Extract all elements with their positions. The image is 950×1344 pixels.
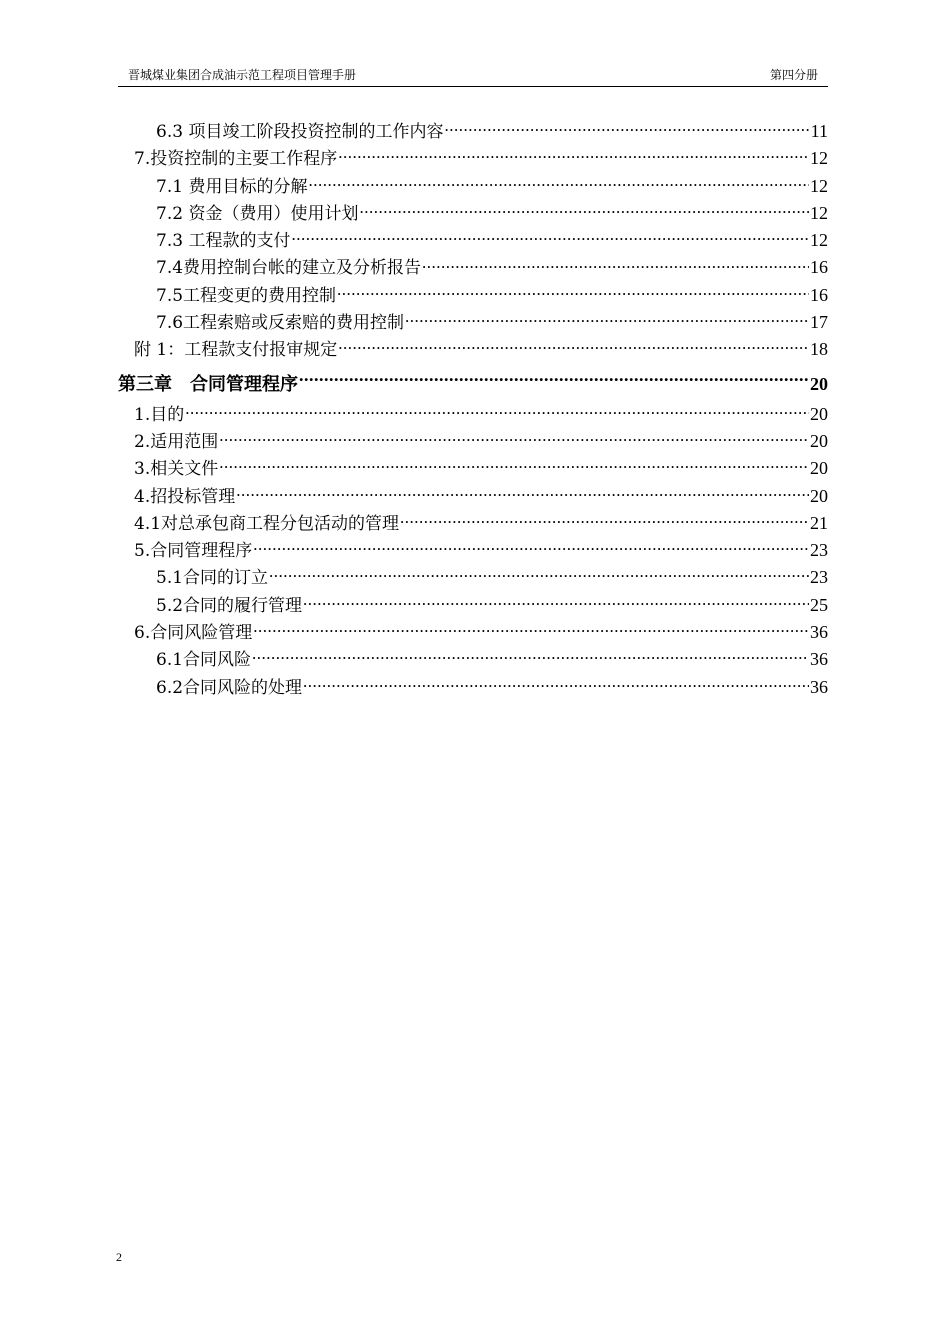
toc-entry[interactable]: [118, 254, 828, 281]
toc-entry[interactable]: [118, 118, 828, 145]
toc-entry-page: 20: [810, 403, 828, 424]
toc-dot-leader: [359, 202, 809, 219]
toc-entry-page: 16: [810, 284, 828, 305]
toc-entry[interactable]: [118, 336, 828, 363]
toc-dot-leader: [269, 566, 809, 583]
toc-dot-leader: [337, 284, 809, 301]
toc-entry[interactable]: [118, 173, 828, 200]
toc-entry-title: 4.1对总承包商工程分包活动的管理: [134, 513, 400, 534]
toc-entry-page: 25: [810, 594, 828, 615]
toc-entry-title: 7.1 费用目标的分解: [156, 176, 308, 197]
toc-entry[interactable]: [118, 564, 828, 591]
toc-entry-title: 5.1合同的订立: [156, 568, 269, 589]
toc-dot-leader: [185, 403, 809, 420]
toc-entry[interactable]: [118, 537, 828, 564]
toc-chapter-title: 第三章 合同管理程序: [118, 373, 298, 394]
toc-entry-page: 21: [810, 512, 828, 533]
toc-entry-title: 5.合同管理程序: [134, 541, 253, 562]
toc-entry[interactable]: [118, 619, 828, 646]
toc-entry-title: 7.投资控制的主要工作程序: [134, 149, 338, 170]
toc-entry-title: 3.相关文件: [134, 459, 219, 480]
toc-entry-page: 18: [810, 339, 828, 360]
toc-dot-leader: [253, 539, 809, 556]
toc-entry-title: 7.5工程变更的费用控制: [156, 285, 337, 306]
toc-dot-leader: [405, 311, 809, 328]
toc-dot-leader: [422, 256, 809, 273]
toc-dot-leader: [303, 594, 809, 611]
toc-entry-title: 6.2合同风险的处理: [156, 677, 303, 698]
toc-entry-title: 6.合同风险管理: [134, 623, 253, 644]
toc-entry[interactable]: [118, 200, 828, 227]
toc-entry-page: 36: [810, 649, 828, 670]
toc-entry-title: 1.目的: [134, 404, 185, 425]
toc-entry-title: 5.2合同的履行管理: [156, 595, 303, 616]
toc-entry-page: 12: [810, 175, 828, 196]
header-document-title: 晋城煤业集团合成油示范工程项目管理手册: [128, 68, 357, 82]
toc-entry[interactable]: [118, 674, 828, 701]
toc-entry[interactable]: [118, 592, 828, 619]
toc-dot-leader: [338, 147, 809, 164]
toc-entry[interactable]: [118, 483, 828, 510]
toc-dot-leader: [338, 338, 809, 355]
toc-dot-leader: [308, 175, 809, 192]
toc-entry-title: 6.3 项目竣工阶段投资控制的工作内容: [156, 122, 444, 142]
toc-chapter-entry[interactable]: [118, 368, 828, 401]
toc-entry-page: 17: [810, 312, 828, 333]
toc-entry[interactable]: [118, 428, 828, 455]
toc-entry-title: 7.4费用控制台帐的建立及分析报告: [156, 258, 422, 279]
toc-entry-title: 附 1：工程款支付报审规定: [134, 340, 338, 361]
toc-dot-leader: [291, 229, 809, 246]
toc-entry-page: 16: [810, 257, 828, 278]
toc-chapter-page: 20: [810, 373, 828, 394]
toc-entry-page: 11: [810, 121, 828, 141]
toc-dot-leader: [252, 648, 809, 665]
toc-entry[interactable]: [118, 227, 828, 254]
toc-entry-title: 7.3 工程款的支付: [156, 231, 291, 252]
toc-entry[interactable]: [118, 309, 828, 336]
header-volume-label: 第四分册: [769, 68, 818, 82]
toc-entry[interactable]: [118, 282, 828, 309]
toc-entry-page: 20: [810, 458, 828, 479]
toc-entry-page: 20: [810, 430, 828, 451]
toc-entry-page: 23: [810, 540, 828, 561]
toc-entry-title: 6.1合同风险: [156, 650, 252, 671]
toc-dot-leader: [236, 485, 809, 502]
toc-entry-page: 36: [810, 622, 828, 643]
toc-dot-leader: [303, 676, 809, 693]
page-header: [118, 66, 828, 87]
toc-dot-leader: [299, 372, 809, 390]
toc-entry-page: 12: [810, 148, 828, 169]
toc-entry-title: 2.适用范围: [134, 431, 219, 452]
toc-dot-leader: [253, 621, 809, 638]
toc-entry-page: 12: [810, 202, 828, 223]
toc-entry-page: 23: [810, 567, 828, 588]
toc-dot-leader: [400, 512, 809, 529]
toc-entry-page: 20: [810, 485, 828, 506]
toc-entry-title: 7.6工程索赔或反索赔的费用控制: [156, 313, 405, 334]
toc-dot-leader: [219, 430, 809, 447]
toc-entry-page: 12: [810, 230, 828, 251]
toc-dot-leader: [219, 457, 809, 474]
toc-entry[interactable]: [118, 646, 828, 673]
toc-entry-title: 4.招投标管理: [134, 486, 236, 507]
toc-entry-page: 36: [810, 676, 828, 697]
toc-entry[interactable]: [118, 145, 828, 172]
toc-entry-title: 7.2 资金（费用）使用计划: [156, 203, 359, 224]
toc-entry[interactable]: [118, 510, 828, 537]
toc-entry[interactable]: [118, 455, 828, 482]
table-of-contents: [118, 118, 828, 701]
toc-dot-leader: [444, 120, 809, 137]
page-number: 2: [116, 1250, 122, 1264]
toc-entry[interactable]: [118, 401, 828, 428]
